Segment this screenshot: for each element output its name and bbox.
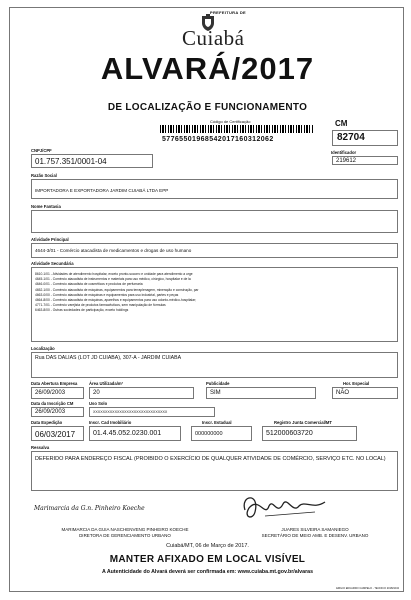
- right-signatory-role: SECRETÁRIO DE MEIO AMB. E DESENV. URBANO: [261, 533, 369, 538]
- cad-imobiliario-value: 01.4.45.052.0230.001: [93, 430, 162, 437]
- identificador-label: Identificador: [331, 150, 357, 155]
- cnpj-label: CNPJ/CPF: [31, 148, 52, 153]
- uso-solo-label: Uso Solo: [89, 401, 108, 406]
- inscricao-cm-value: 26/09/2003: [35, 409, 66, 415]
- place-date: Cuiabá/MT, 06 de Março de 2017.: [166, 543, 249, 549]
- identificador-value: 219612: [336, 158, 357, 164]
- list-item: 4771-7/01 - Comércio varejista de produtos farmacêuticos, sem manipulação de fórmulas: [35, 303, 166, 308]
- publicidade-value: SIM: [210, 390, 221, 396]
- insc-estadual-field: [191, 426, 252, 441]
- certification-code-label: Código de Certificação: [210, 119, 251, 124]
- hor-especial-value: NÃO: [336, 390, 350, 396]
- cm-field: [332, 130, 398, 146]
- list-item: 8610-1/01 - Atividades de atendimento hospitalar, exceto pronto-socorro e unidade para atendimento a urge: [35, 272, 193, 276]
- razao-social-value: IMPORTADORA E EXPORTADORA JARDIM CUIABÁ LTDA EPP: [35, 188, 169, 193]
- uso-solo-value: XXXXXXXXXXXXXXXXXXXXXXXXXXXXXXX: [93, 410, 168, 414]
- list-item: 4645-1/01 - Comércio atacadista de instrumentos e materiais para uso médico, cirúrgico, hospitalar e de la: [35, 277, 191, 282]
- cnpj-value: 01.757.351/0001-04: [35, 157, 107, 166]
- publicidade-label: Publicidade: [206, 381, 230, 386]
- left-signatory-name: MARIMARCIA DA GUIA NASCHENVENG PINHEIRO KOECHE: [61, 527, 189, 532]
- localizacao-field: [31, 352, 398, 378]
- hor-especial-field: [332, 387, 398, 399]
- footer-url[interactable]: www.cuiaba.mt.gov.br/alvaras: [237, 569, 314, 575]
- right-signature-icon: [235, 490, 335, 526]
- footer-authenticity: [10, 569, 405, 575]
- list-item: 4646-0/01 - Comércio atacadista de cosméticos e produtos de perfumaria: [35, 282, 143, 287]
- registro-junta-value: 512000603720: [266, 430, 313, 437]
- ressalva-value: DEFERIDO PARA ENDEREÇO FISCAL (PROIBIDO O EXERCÍCIO DE QUALQUER ATIVIDADE DE COMÉRCIO, SERVIÇO ETC. NO LOCAL): [35, 456, 386, 462]
- inscricao-cm-field: [31, 407, 84, 417]
- footer-auth-prefix: A Autenticidade do Alvará deverá ser confirmada em:: [101, 569, 237, 575]
- atividade-secundaria-list: [35, 272, 198, 314]
- atividade-principal-field: [31, 243, 398, 258]
- certification-barcode: [160, 125, 314, 133]
- list-item: 4663-0/00 - Comércio atacadista de máquinas e equipamentos para uso industrial, partes e peças: [35, 292, 179, 297]
- right-signatory: [240, 527, 390, 539]
- cnpj-field: [31, 154, 153, 168]
- list-item: 6463-8/00 - Outras sociedades de participação, exceto holdings: [35, 308, 129, 313]
- cm-label: CM: [335, 119, 348, 128]
- left-signature: Marimarcia da G.n. Pinheiro Koeche: [34, 505, 145, 512]
- atividade-secundaria-label: Atividade Secundária: [31, 261, 74, 266]
- inscricao-cm-label: Data da Inscrição CM: [31, 401, 74, 406]
- document-title: ALVARÁ/2017: [100, 51, 315, 86]
- registro-junta-field: [262, 426, 357, 441]
- abertura-label: Data Abertura Empresa: [31, 381, 78, 386]
- right-signatory-name: JUARES SILVEIRA SAMANIEGO: [281, 527, 349, 532]
- insc-estadual-label: Inscr. Estadual: [202, 420, 232, 425]
- razao-social-field: [31, 179, 398, 199]
- expedicao-label: Data Expedição: [31, 420, 63, 425]
- prefeitura-label: PREFEITURA DE: [210, 10, 246, 15]
- area-label: Área Utilizada/m²: [89, 381, 123, 386]
- footnote: EMILIO EDUARDO CAMPELO - TECNICO 2018/1034: [336, 587, 399, 590]
- document-subtitle: DE LOCALIZAÇÃO E FUNCIONAMENTO: [107, 102, 308, 113]
- area-value: 20: [93, 390, 100, 396]
- hor-especial-label: Hor. Especial: [343, 381, 370, 386]
- list-item: 4664-8/00 - Comércio atacadista de máquinas, aparelhos e equipamentos para uso odonto-médico-hospitalar;: [35, 298, 197, 303]
- expedicao-field: [31, 426, 84, 441]
- city-logo-text: Cuiabá: [182, 26, 245, 50]
- abertura-field: [31, 387, 84, 399]
- cad-imobiliario-label: Inscr. Cad Imobiliário: [89, 420, 132, 425]
- identificador-field: [332, 156, 398, 165]
- nome-fantasia-field: [31, 210, 398, 233]
- localizacao-label: Localização: [31, 346, 55, 351]
- ressalva-label: Ressalva: [31, 445, 50, 450]
- left-signatory-role: DIRETORA DE GERENCIAMENTO URBANO: [79, 533, 171, 538]
- publicidade-field: [206, 387, 316, 399]
- atividade-principal-value: 4644-3/01 - Comércio atacadista de medicamentos e drogas de uso humano: [35, 248, 192, 253]
- razao-social-label: Razão Social: [31, 173, 57, 178]
- alvara-document: [9, 7, 404, 592]
- atividade-principal-label: Atividade Principal: [31, 237, 69, 242]
- expedicao-value: 06/03/2017: [35, 430, 76, 439]
- uso-solo-field: [89, 407, 215, 417]
- cm-value: 82704: [337, 132, 365, 143]
- footer-title: MANTER AFIXADO EM LOCAL VISÍVEL: [109, 554, 306, 565]
- ressalva-field: [31, 451, 398, 491]
- left-signatory: [30, 527, 220, 539]
- insc-estadual-value: 000000000: [195, 431, 223, 437]
- abertura-value: 26/09/2003: [35, 390, 66, 396]
- certification-code-number: 5776550196854201716031206​2: [162, 136, 274, 143]
- registro-junta-label: Registro Junta Comercial/MT: [274, 420, 332, 425]
- atividade-secundaria-field: [31, 267, 398, 342]
- localizacao-value: Rua DAS DALIAS (LOT JD CUIABA), 307-A - JARDIM CUIABA: [35, 355, 182, 361]
- list-item: 4652-1/00 - Comércio atacadista de máquinas, equipamentos para terraplenagem, mineração e construção, par: [35, 287, 199, 292]
- area-field: [89, 387, 194, 399]
- cad-imobiliario-field: [89, 426, 181, 441]
- nome-fantasia-label: Nome Fantasia: [31, 204, 61, 209]
